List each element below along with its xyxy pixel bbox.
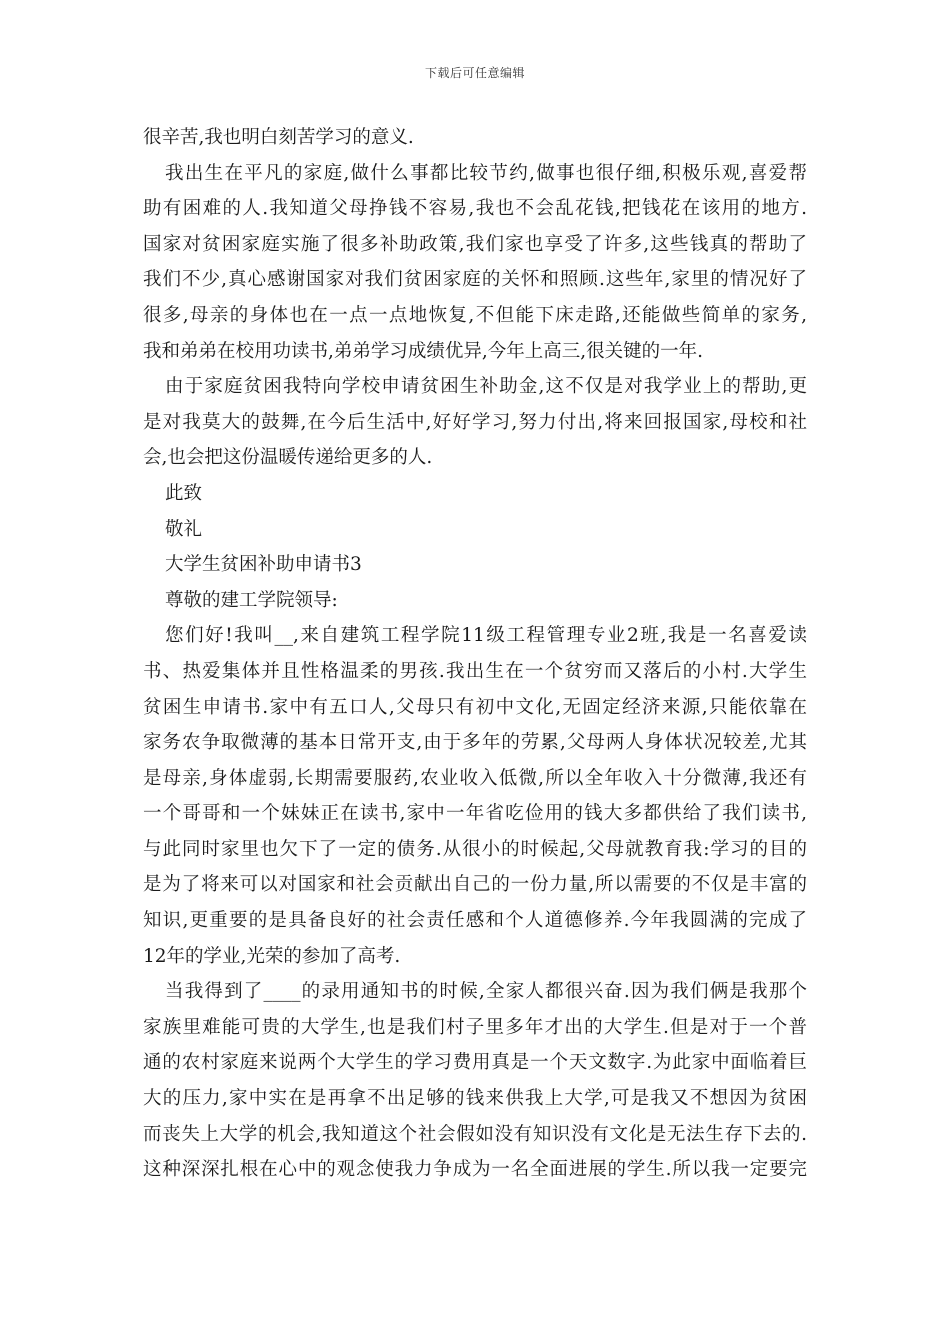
text-line: 国家对贫困家庭实施了很多补助政策,我们家也享受了许多,这些钱真的帮助了 <box>143 233 807 255</box>
text-line: 与此同时家里也欠下了一定的债务.从很小的时候起,父母就教育我:学习的目的 <box>143 838 807 860</box>
text-line: 是对我莫大的鼓舞,在今后生活中,好好学习,努力付出,将来回报国家,母校和社 <box>143 411 807 433</box>
text-line: 会,也会把这份温暖传递给更多的人. <box>143 447 433 469</box>
text-line: 我出生在平凡的家庭,做什么事都比较节约,做事也很仔细,积极乐观,喜爱帮 <box>165 162 807 184</box>
text-line: 大学生贫困补助申请书3 <box>165 554 362 576</box>
text-line: 助有困难的人.我知道父母挣钱不容易,我也不会乱花钱,把钱花在该用的地方. <box>143 198 807 220</box>
text-line: 敬礼 <box>165 518 203 540</box>
document-body <box>143 120 807 1188</box>
text-line: 而丧失上大学的机会,我知道这个社会假如没有知识没有文化是无法生存下去的. <box>143 1123 807 1145</box>
text-line: 一个哥哥和一个妹妹正在读书,家中一年省吃俭用的钱大多都供给了我们读书, <box>143 803 807 825</box>
text-line: 我们不少,真心感谢国家对我们贫困家庭的关怀和照顾.这些年,家里的情况好了 <box>143 269 807 291</box>
text-line: 知识,更重要的是具备良好的社会责任感和个人道德修养.今年我圆满的完成了 <box>143 910 807 932</box>
text-line: 此致 <box>165 482 203 504</box>
text-line: 当我得到了____的录用通知书的时候,全家人都很兴奋.因为我们俩是我那个 <box>165 981 807 1003</box>
text-line: 是母亲,身体虚弱,长期需要服药,农业收入低微,所以全年收入十分微薄,我还有 <box>143 767 807 789</box>
text-line: 大的压力,家中实在是再拿不出足够的钱来供我上大学,可是我又不想因为贫困 <box>143 1088 807 1110</box>
text-line: 很多,母亲的身体也在一点一点地恢复,不但能下床走路,还能做些简单的家务, <box>143 304 807 326</box>
text-line: 由于家庭贫困我特向学校申请贫困生补助金,这不仅是对我学业上的帮助,更 <box>165 376 807 398</box>
text-line: 这种深深扎根在心中的观念使我力争成为一名全面进展的学生.所以我一定要完 <box>143 1159 807 1181</box>
text-line: 书、热爱集体并且性格温柔的男孩.我出生在一个贫穷而又落后的小村.大学生 <box>143 660 807 682</box>
text-line: 贫困生申请书.家中有五口人,父母只有初中文化,无固定经济来源,只能依靠在 <box>143 696 807 718</box>
text-line: 尊敬的建工学院领导: <box>165 589 338 611</box>
text-line: 您们好!我叫__,来自建筑工程学院11级工程管理专业2班,我是一名喜爱读 <box>165 625 807 647</box>
text-line: 家族里难能可贵的大学生,也是我们村子里多年才出的大学生.但是对于一个普 <box>143 1016 807 1038</box>
text-line: 是为了将来可以对国家和社会贡献出自己的一份力量,所以需要的不仅是丰富的 <box>143 874 807 896</box>
page-header: 下载后可任意编辑 <box>424 66 525 80</box>
text-line: 通的农村家庭来说两个大学生的学习费用真是一个天文数字.为此家中面临着巨 <box>143 1052 807 1074</box>
text-line: 12年的学业,光荣的参加了高考. <box>143 945 401 967</box>
text-line: 家务农争取微薄的基本日常开支,由于多年的劳累,父母两人身体状况较差,尤其 <box>143 732 807 754</box>
text-line: 我和弟弟在校用功读书,弟弟学习成绩优异,今年上高三,很关键的一年. <box>143 340 704 362</box>
text-line: 很辛苦,我也明白刻苦学习的意义. <box>143 127 414 148</box>
